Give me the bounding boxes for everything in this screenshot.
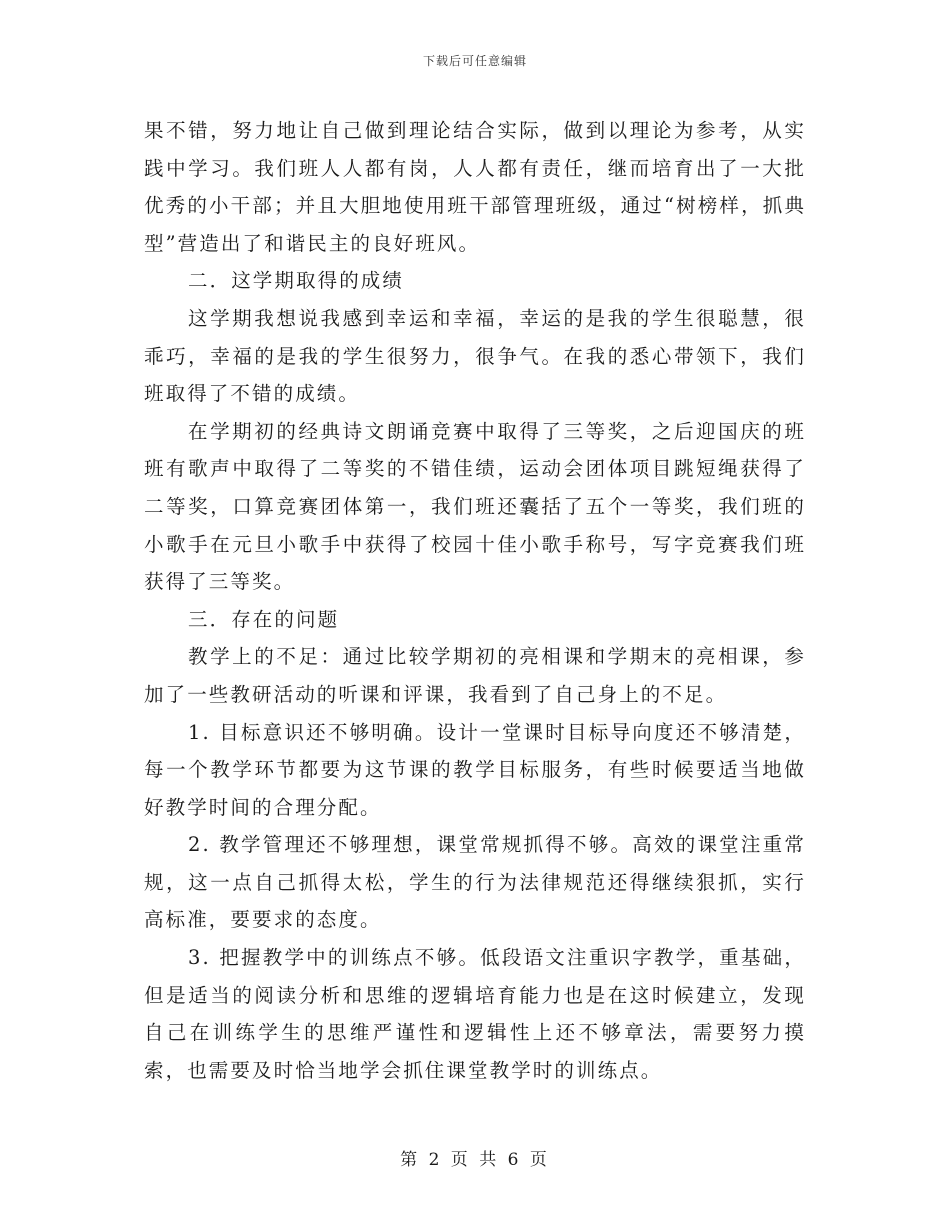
section-heading-achievements: 二．这学期取得的成绩	[188, 269, 405, 293]
page-number: 第 2 页 共 6 页	[400, 1150, 550, 1170]
paragraph-continuation: 果不错，努力地让自己做到理论结合实际，做到以理论为参考，从实践中学习。我们班人人都有岗，人人都有责任，继而培育出了一大批优秀的小干部；并且大胆地使用班干部管理班级，通过“树榜样，抓典型”营造出了和谐民主的良好班风。	[144, 119, 806, 255]
list-item-3: 3. 把握教学中的训练点不够。低段语文注重识字教学，重基础，但是适当的阅读分析和思维的逻辑培育能力也是在这时候建立，发现自己在训练学生的思维严谨性和逻辑性上还不够章法，需要努力摸索，也需要及时恰当地学会抓住课堂教学时的训练点。	[144, 946, 806, 1082]
list-item-1: 1. 目标意识还不够明确。设计一堂课时目标导向度还不够清楚，每一个教学环节都要为这节课的教学目标服务，有些时候要适当地做好教学时间的合理分配。	[144, 720, 806, 819]
section-heading-problems: 三．存在的问题	[188, 607, 340, 631]
document-body	[144, 112, 806, 1089]
paragraph-teaching-shortcomings: 教学上的不足：通过比较学期初的亮相课和学期末的亮相课，参加了一些教研活动的听课和评课，我看到了自己身上的不足。	[144, 645, 806, 706]
page-header: 下载后可任意编辑	[422, 54, 527, 68]
paragraph-achievements-intro: 这学期我想说我感到幸运和幸福，幸运的是我的学生很聪慧，很乖巧，幸福的是我的学生很努力，很争气。在我的悉心带领下，我们班取得了不错的成绩。	[144, 306, 806, 406]
paragraph-awards: 在学期初的经典诗文朗诵竞赛中取得了三等奖，之后迎国庆的班班有歌声中取得了二等奖的不错佳绩，运动会团体项目跳短绳获得了二等奖，口算竞赛团体第一，我们班还囊括了五个一等奖，我们班的小歌手在元旦小歌手中获得了校园十佳小歌手称号，写字竞赛我们班获得了三等奖。	[144, 419, 806, 594]
list-item-2: 2. 教学管理还不够理想，课堂常规抓得不够。高效的课堂注重常规，这一点自己抓得太松，学生的行为法律规范还得继续狠抓，实行高标准，要要求的态度。	[144, 833, 806, 932]
